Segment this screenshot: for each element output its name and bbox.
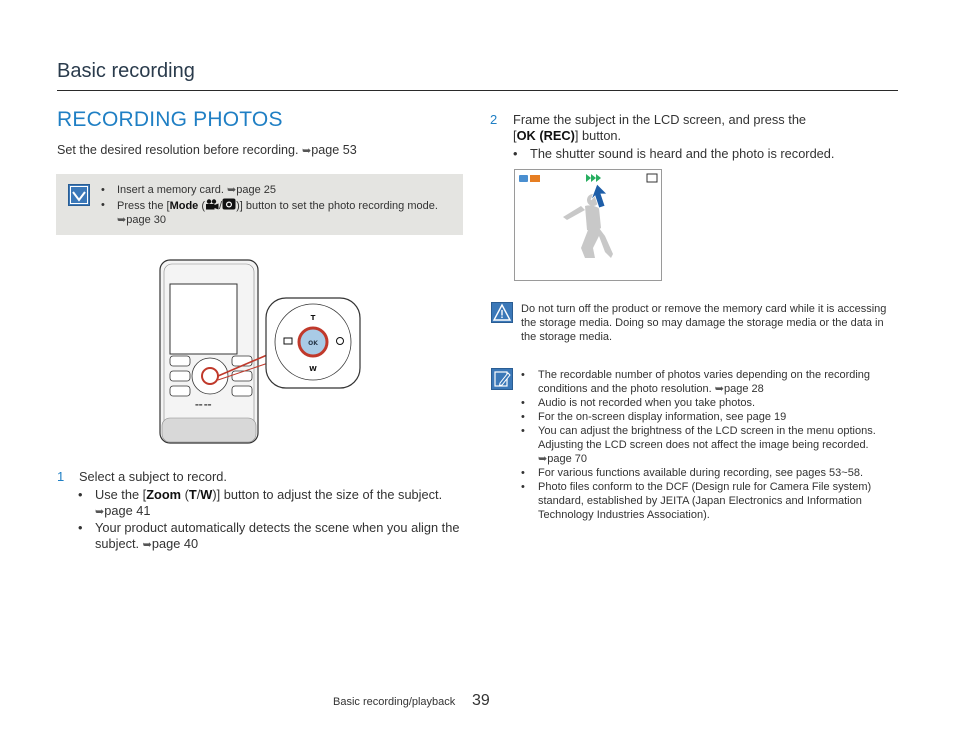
check-note-list [101, 183, 451, 228]
photo-mode-icon [222, 198, 236, 210]
svg-text:▬▬ ▬▬: ▬▬ ▬▬ [195, 402, 212, 407]
section-header: Basic recording [57, 60, 195, 82]
memo-icon [491, 368, 513, 390]
footer-section-label: Basic recording/playback [333, 696, 456, 708]
ref-arrow-icon: ➥ [117, 214, 127, 226]
check-icon [68, 184, 90, 206]
tele-label: T [310, 314, 316, 322]
step-2-bullets [513, 146, 893, 162]
ref-arrow-icon: ➥ [538, 453, 548, 465]
list-item: • Insert a memory card. ➥page 25 [101, 183, 451, 198]
caution-text: Do not turn off the product or remove the memory card while it is accessing the storage media. Doing so may damage the storage media or the data in the storage media. [521, 303, 887, 343]
movie-mode-icon [205, 199, 219, 210]
ref-arrow-icon: ➥ [714, 383, 724, 395]
header-divider [57, 90, 898, 91]
list-item: • Audio is not recorded when you take photos. [521, 396, 891, 410]
step-1-bullets [78, 487, 468, 553]
list-item: • Use the [Zoom (T/W)] button to adjust the size of the subject. ➥page 41 [78, 487, 468, 520]
list-item: • For various functions available during recording, see pages 53~58. [521, 466, 891, 480]
ref-arrow-icon: ➥ [227, 184, 237, 196]
lcd-screen-illustration [514, 169, 662, 281]
step-number: 1 [57, 469, 65, 484]
list-item: • You can adjust the brightness of the LCD screen in the menu options. Adjusting the LCD screen does not affect the image being recorded. ➥page 70 [521, 424, 891, 466]
step-text: Select a subject to record. [79, 469, 227, 484]
subject-silhouette [563, 194, 613, 258]
wide-label: W [309, 365, 317, 373]
ref-arrow-icon: ➥ [142, 539, 152, 551]
step-text: Frame the subject in the LCD screen, and press the [OK (REC)] button. [513, 112, 807, 143]
resolution-osd-icon [530, 175, 540, 182]
page-title: RECORDING PHOTOS [57, 108, 283, 131]
list-item: • Photo files conform to the DCF (Design rule for Camera File system) standard, established by JEITA (Japan Electronics and Information Technology Industries Association). [521, 480, 891, 522]
memory-card-icon [647, 174, 657, 182]
intro-text: Set the desired resolution before recording. ➥page 53 [57, 143, 357, 157]
photo-mode-osd-icon [519, 175, 528, 182]
ok-label: OK [308, 340, 318, 347]
page-ref: page 53 [311, 143, 357, 157]
page-number: 39 [472, 692, 490, 709]
list-item: • Your product automatically detects the scene when you align the subject. ➥page 40 [78, 520, 468, 553]
ref-arrow-icon: ➥ [95, 506, 105, 518]
camcorder-illustration [158, 258, 363, 446]
list-item: • The recordable number of photos varies depending on the recording conditions and the photo resolution. ➥page 28 [521, 368, 891, 396]
step-number: 2 [490, 112, 498, 127]
list-item: • The shutter sound is heard and the photo is recorded. [513, 146, 893, 162]
list-item: • Press the [Mode ( / )] button to set the photo recording mode. ➥page 30 [101, 198, 451, 228]
ref-arrow-icon: ➥ [302, 145, 312, 157]
check-note-box [56, 174, 463, 235]
caution-icon [491, 302, 513, 323]
fast-forward-icon [586, 174, 601, 182]
memo-list [521, 368, 891, 522]
list-item: • For the on-screen display information, see page 19 [521, 410, 891, 424]
